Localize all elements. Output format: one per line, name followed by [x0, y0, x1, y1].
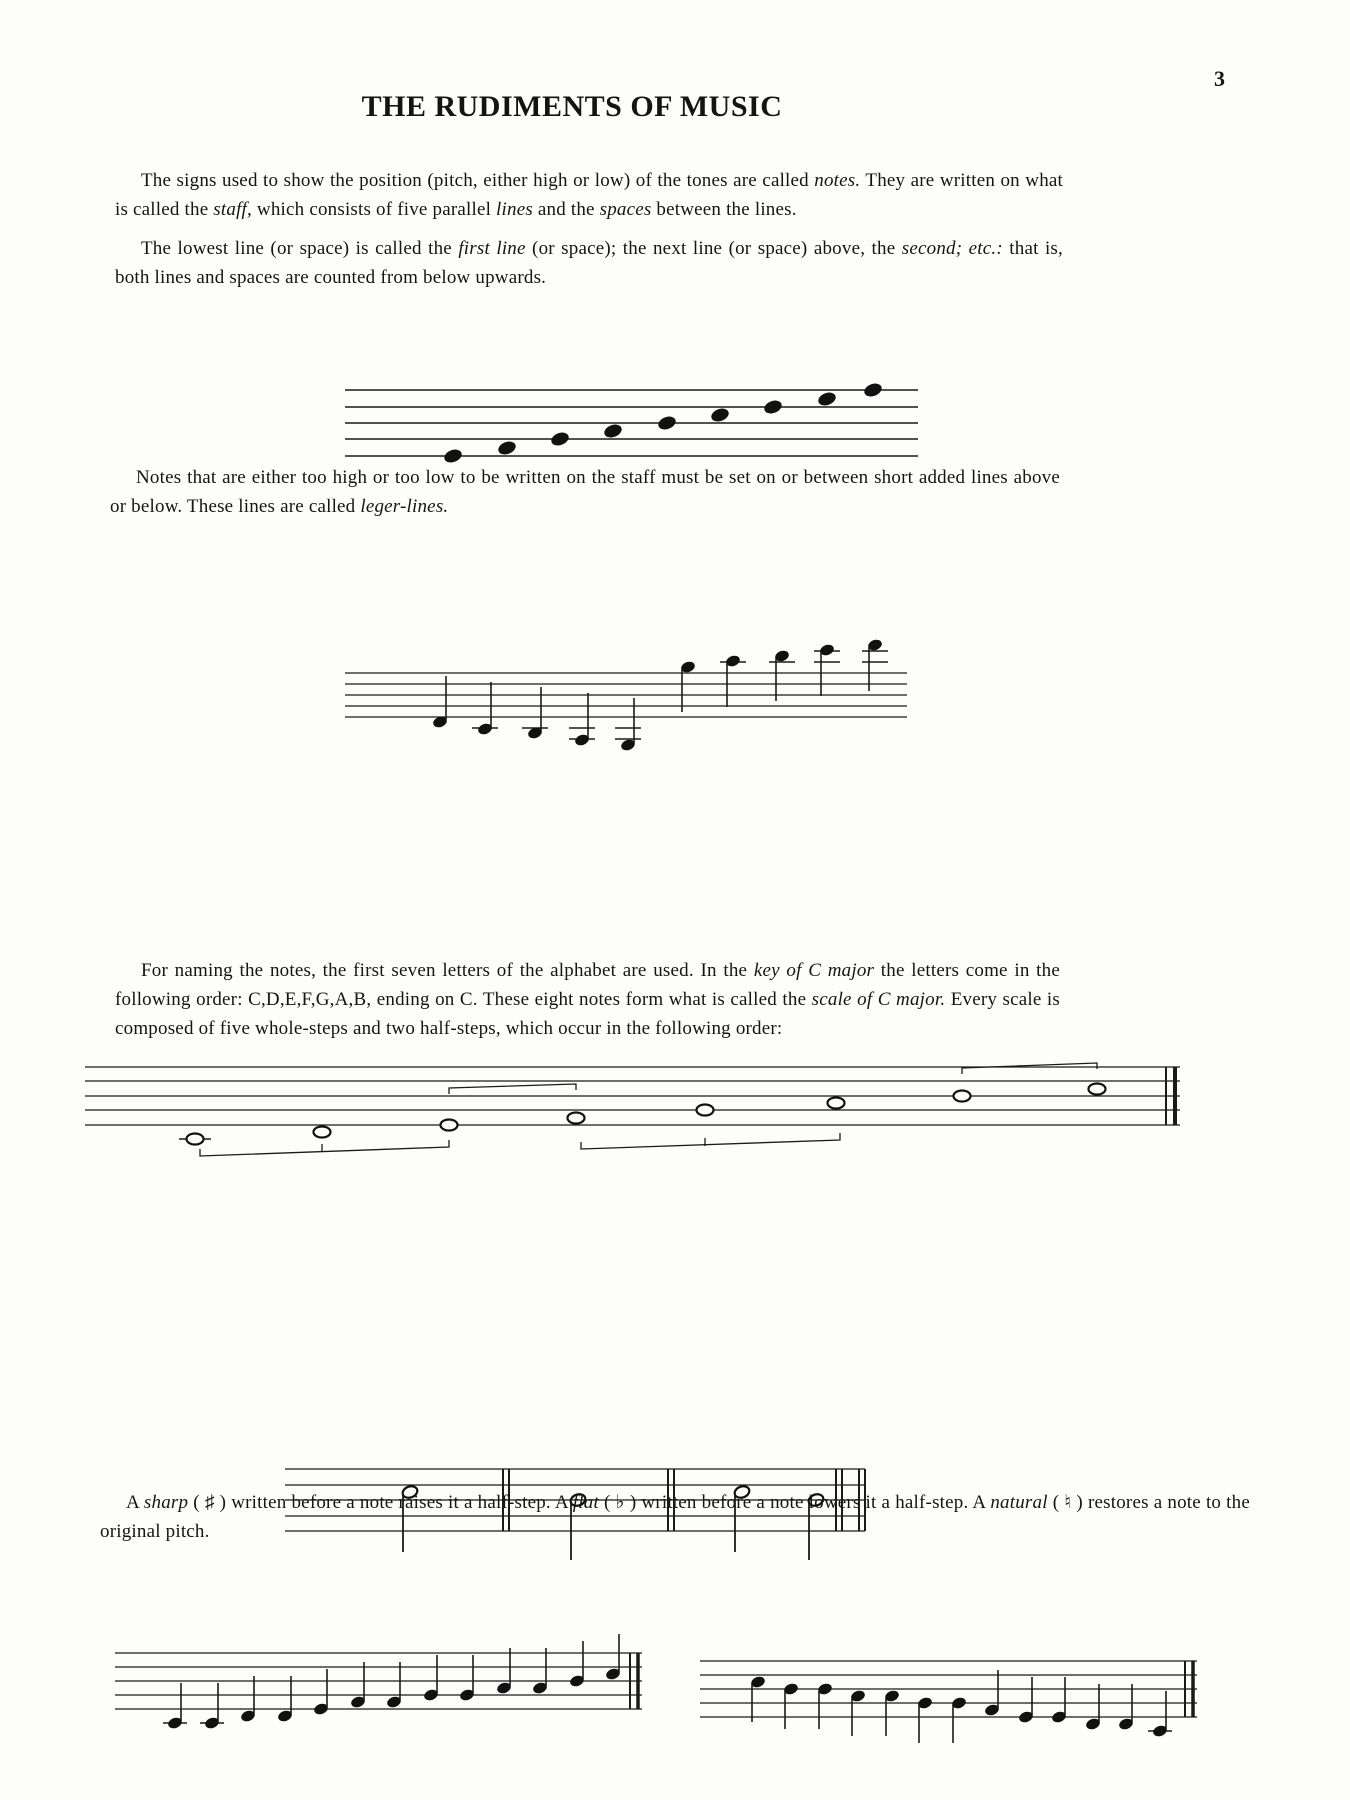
high-notes [680, 638, 888, 712]
paragraph-leger-lines: Notes that are either too high or too low to be written on the staff must be set on or between short added lines above or below. These lines are called leger-lines. [110, 467, 1060, 517]
staff-lines [345, 673, 907, 717]
low-notes [432, 676, 641, 752]
figure-chromatic-descending [688, 1636, 1210, 1800]
figure-numbered-staff [330, 372, 955, 472]
staff-lines [285, 1469, 865, 1531]
notes [163, 1634, 621, 1730]
staff-lines [700, 1661, 1197, 1717]
whole-notes [179, 1084, 1106, 1145]
figure-accidentals-example [278, 1450, 878, 1585]
staff-lines [115, 1653, 642, 1709]
paragraph-accidentals: A sharp ( ♯ ) written before a note raises it a half-step. A flat ( ♭ ) written before a note lowers it a half-step. A natural ( ♮ ) restores a note to the original pitch. [100, 1492, 1250, 1542]
measure-natural-c [733, 1484, 751, 1552]
paragraph-lines-spaces: The lowest line (or space) is called the first line (or space); the next line (or space) above, the second; etc.: that is, both lines and spaces are counted from below upwards. [115, 238, 1063, 288]
figure-c-major-scale [85, 1035, 1185, 1160]
staff-lines [85, 1067, 1180, 1125]
page-number: 3 [1214, 66, 1225, 91]
page-title: THE RUDIMENTS OF MUSIC [361, 90, 783, 123]
measure-b-flat [569, 1492, 587, 1560]
figure-chromatic-ascending [105, 1636, 665, 1800]
measure-natural-b [807, 1492, 825, 1560]
measure-c-sharp [401, 1484, 419, 1552]
notes [750, 1670, 1172, 1743]
paragraph-scale-intro: For naming the notes, the first seven letters of the alphabet are used. In the key of C major the letters come in the following order: C,D,E,F,G,A,B, ending on C. These eight notes form what is called the scale of C major. Every scale is composed of five whole-steps and two half-steps, which occur in the following order: [115, 960, 1060, 1039]
paragraph-notes-staff: The signs used to show the position (pitch, either high or low) of the tones are called notes. They are written on what is called the staff, which consists of five parallel lines and the spaces between the lines. [115, 170, 1063, 220]
figure-leger-lines [335, 628, 965, 763]
